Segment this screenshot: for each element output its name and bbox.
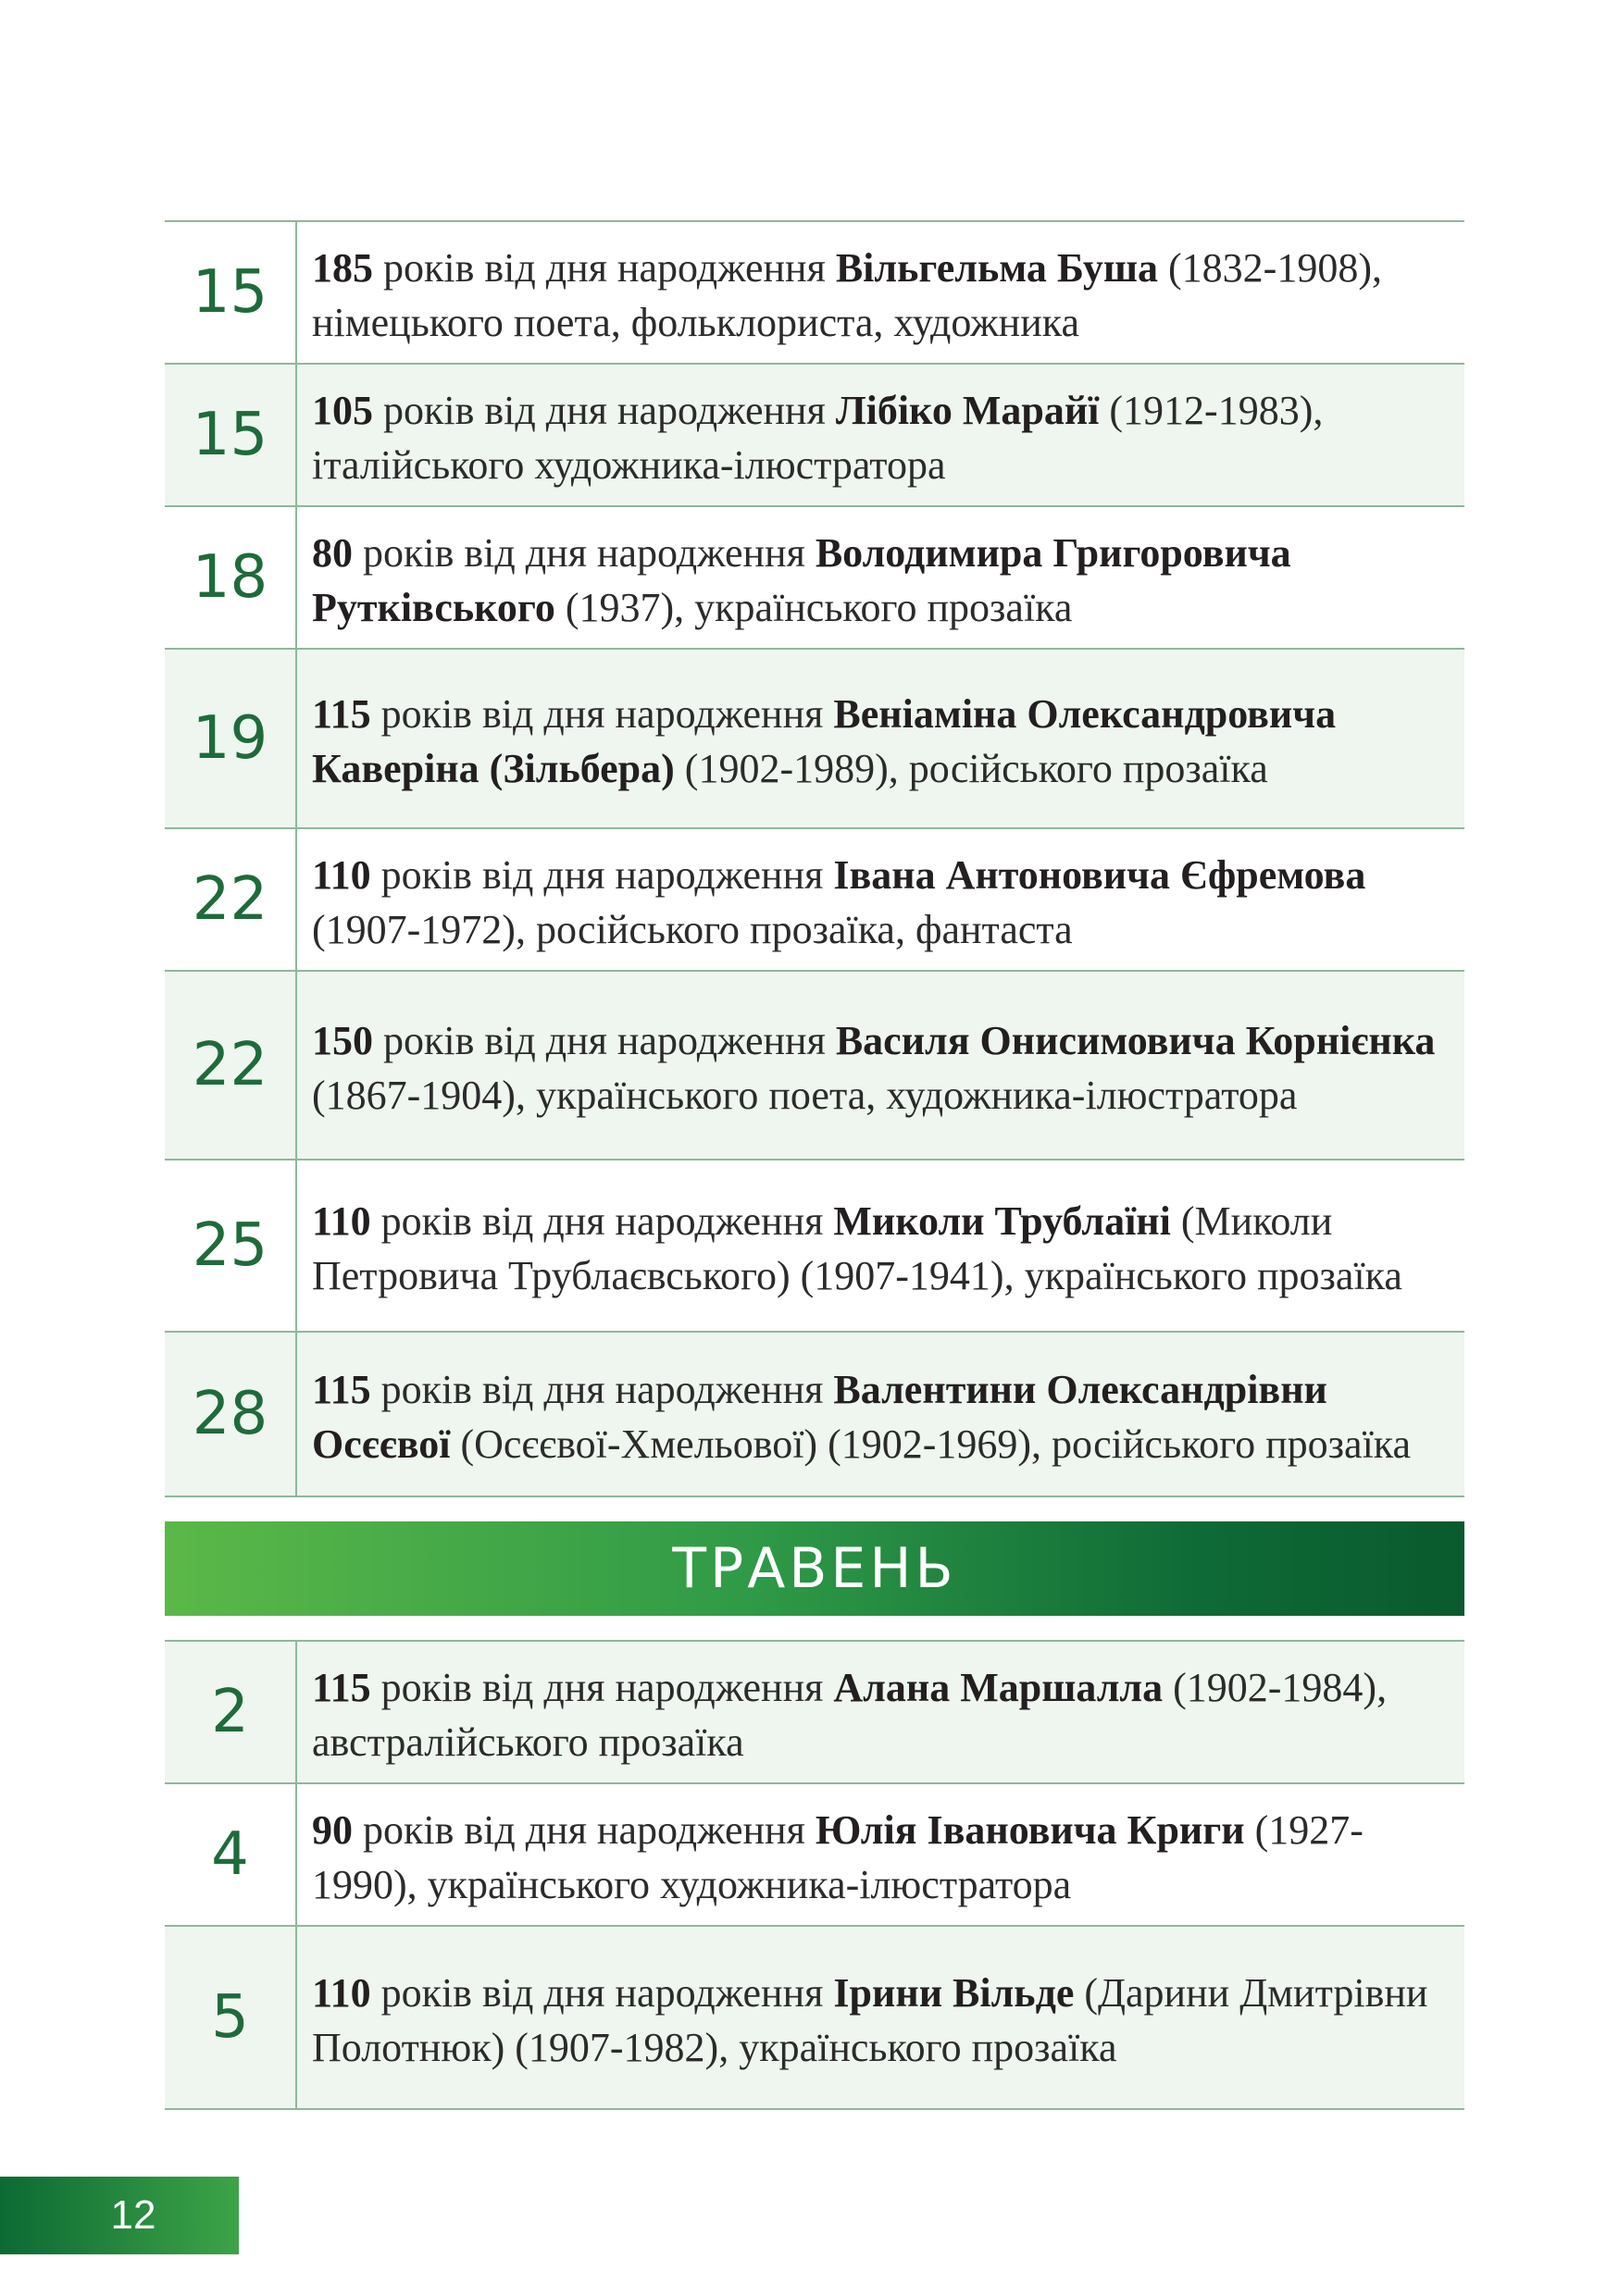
may-events-table (165, 1640, 1464, 2110)
event-text (296, 971, 1464, 1160)
month-header-may: ТРАВЕНЬ (165, 1521, 1464, 1616)
person-name: Валентини Олександрівни Осєєвої (312, 1367, 1327, 1467)
person-name: Алана Маршалла (833, 1665, 1164, 1710)
day-number: 28 (165, 1332, 296, 1496)
person-name: Веніаміна Олександровича Каверіна (Зільбера) (312, 691, 1337, 791)
person-name: Миколи Трублаїні (833, 1198, 1171, 1244)
event-details: (1937), українського прозаїка (554, 585, 1073, 630)
day-number: 2 (165, 1641, 296, 1783)
anniversary-years: 90 (312, 1807, 353, 1853)
person-name: Василя Онисимовича Корнієнка (835, 1018, 1436, 1063)
event-details: (1902-1989), російського прозаїка (674, 746, 1268, 791)
event-details: (1907-1972), російського прозаїка, фантаста (312, 907, 1073, 952)
event-text (296, 828, 1464, 971)
person-name: Лібіко Марайї (835, 388, 1100, 433)
table-row (165, 1783, 1464, 1926)
day-number: 19 (165, 649, 296, 828)
event-details: (1867-1904), українського поета, художника-ілюстратора (312, 1073, 1298, 1118)
event-phrase: років від дня народження (373, 1018, 836, 1063)
event-details: (Дарини Дмитрівни Полотнюк) (1907-1982), українського прозаїка (312, 1970, 1428, 2070)
event-details: (Миколи Петровича Трублаєвського) (1907-1941), українського прозаїка (312, 1198, 1402, 1298)
event-details: (1832-1908), німецького поета, фольклориста, художника (312, 245, 1382, 345)
table-row (165, 1160, 1464, 1332)
table-row (165, 221, 1464, 364)
event-phrase: років від дня народження (353, 1807, 816, 1853)
anniversary-years: 110 (312, 1198, 371, 1244)
person-name: Юлія Івановича Криги (815, 1807, 1245, 1853)
anniversary-years: 110 (312, 1970, 371, 2016)
person-name: Ірини Вільде (833, 1970, 1075, 2016)
table-row (165, 1926, 1464, 2109)
anniversary-years: 105 (312, 388, 373, 433)
page-number-badge (0, 2177, 239, 2254)
anniversary-years: 150 (312, 1018, 373, 1063)
day-number: 15 (165, 221, 296, 364)
anniversary-years: 110 (312, 852, 371, 898)
event-phrase: років від дня народження (370, 1665, 834, 1710)
person-name: Івана Антоновича Єфремова (833, 852, 1366, 898)
person-name: Володимира Григоровича Рутківського (312, 530, 1291, 630)
day-number: 18 (165, 506, 296, 649)
anniversary-years: 80 (312, 530, 353, 576)
anniversary-years: 115 (312, 691, 371, 737)
anniversary-years: 185 (312, 245, 373, 291)
day-number: 25 (165, 1160, 296, 1332)
event-phrase: років від дня народження (373, 388, 836, 433)
event-phrase: років від дня народження (370, 691, 834, 737)
day-number: 4 (165, 1783, 296, 1926)
table-row (165, 1641, 1464, 1783)
table-row (165, 828, 1464, 971)
table-row (165, 364, 1464, 506)
event-text (296, 1160, 1464, 1332)
event-details: (1927-1990), українського художника-ілюстратора (312, 1807, 1364, 1907)
event-details: (1912-1983), італійського художника-ілюстратора (312, 388, 1324, 488)
day-number: 15 (165, 364, 296, 506)
page-number: 12 (110, 2192, 156, 2238)
table-row (165, 1332, 1464, 1496)
event-text (296, 506, 1464, 649)
event-text (296, 1332, 1464, 1496)
april-events-table (165, 220, 1464, 1497)
table-row (165, 649, 1464, 828)
event-text (296, 649, 1464, 828)
person-name: Вільгельма Буша (835, 245, 1159, 291)
event-phrase: років від дня народження (373, 245, 836, 291)
event-phrase: років від дня народження (370, 852, 834, 898)
event-text (296, 221, 1464, 364)
event-text (296, 1926, 1464, 2109)
day-number: 22 (165, 828, 296, 971)
anniversary-years: 115 (312, 1665, 371, 1710)
day-number: 5 (165, 1926, 296, 2109)
event-text (296, 1641, 1464, 1783)
day-number: 22 (165, 971, 296, 1160)
event-phrase: років від дня народження (370, 1367, 834, 1412)
anniversary-years: 115 (312, 1367, 371, 1412)
event-text (296, 1783, 1464, 1926)
event-phrase: років від дня народження (370, 1970, 834, 2016)
table-row (165, 971, 1464, 1160)
event-details: (Осєєвої-Хмельової) (1902-1969), російського прозаїка (450, 1421, 1412, 1467)
event-text (296, 364, 1464, 506)
event-phrase: років від дня народження (353, 530, 816, 576)
event-details: (1902-1984), австралійського прозаїка (312, 1665, 1388, 1765)
table-row (165, 506, 1464, 649)
event-phrase: років від дня народження (370, 1198, 834, 1244)
